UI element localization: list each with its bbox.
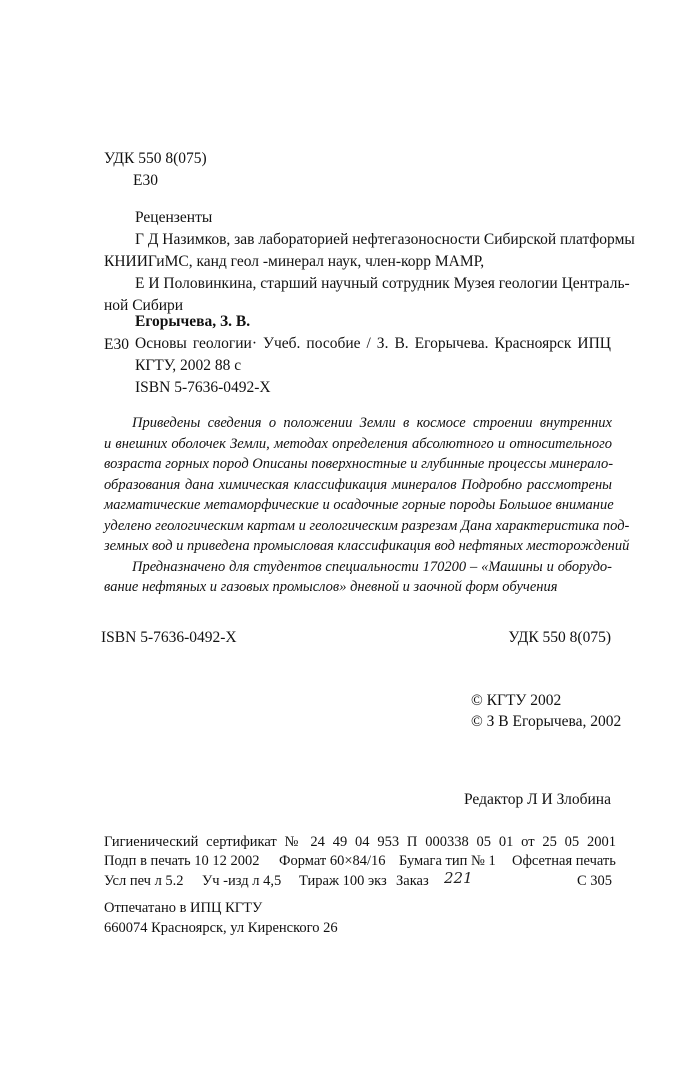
citation-isbn: ISBN 5-7636-0492-X	[135, 379, 271, 396]
reviewer-1-line-2: КНИИГиМС, канд геол -минерал наук, член-корр МАМР,	[104, 253, 485, 270]
citation-title: Основы геологии· Учеб. пособие / З. В. Егорычева. Красноярск ИПЦ	[135, 335, 611, 352]
imprint-row-2	[104, 871, 612, 891]
paper-type: Бумага тип № 1	[399, 853, 496, 869]
citation-publisher: КГТУ, 2002 88 с	[135, 357, 242, 374]
signed-to-print: Подп в печать 10 12 2002	[104, 853, 260, 869]
order-code: С 305	[576, 873, 612, 889]
citation-code: Е30	[104, 336, 129, 353]
abstract-line: возраста горных пород Описаны поверхностные и глубинные процессы минерало-	[104, 456, 614, 472]
print-method: Офсетная печать	[512, 853, 616, 869]
editor-credit: Редактор Л И Злобина	[464, 791, 611, 808]
abstract-line: Приведены сведения о положении Земли в космосе строении внутренних	[132, 415, 612, 431]
abstract-line: магматические метаморфические и осадочные горные породы Большое внимание	[104, 497, 614, 513]
abstract-line: земных вод и приведена промысловая классификация вод нефтяных месторождений	[104, 538, 630, 554]
print-run: Тираж 100 экз	[299, 873, 387, 889]
abstract	[104, 413, 630, 598]
copyright-publisher: © КГТУ 2002	[471, 692, 562, 709]
paper-format: Формат 60×84/16	[279, 853, 386, 869]
imprint-row-1	[104, 851, 616, 871]
udk-code: УДК 550 8(075)	[508, 629, 611, 646]
citation-author: Егорычева, З. В.	[135, 313, 251, 330]
printed-sheets: Усл печ л 5.2	[104, 873, 184, 889]
abstract-line: уделено геологическим картам и геологическим разрезам Дана характеристика под-	[104, 517, 630, 534]
reviewers-heading: Рецензенты	[135, 209, 213, 226]
reviewer-2-line-2: ной Сибири	[104, 297, 184, 314]
copyright-author: © З В Егорычева, 2002	[471, 713, 622, 730]
hygiene-certificate: Гигиенический сертификат № 24 49 04 953 П 000338 05 01 от 25 05 2001	[104, 834, 616, 850]
reviewer-2-line-1: Е И Половинкина, старший научный сотрудник Музея геологии Централь-	[135, 275, 630, 292]
abstract-line: и внешних оболочек Земли, методах определения абсолютного и относительного	[104, 435, 612, 452]
order-number-handwritten: 221	[444, 869, 473, 887]
printed-at: Отпечатано в ИПЦ КГТУ	[104, 900, 263, 916]
printer-address: 660074 Красноярск, ул Киренского 26	[104, 920, 338, 936]
publisher-sheets: Уч -изд л 4,5	[202, 873, 282, 889]
reviewer-1-line-1: Г Д Назимков, зав лабораторией нефтегазоносности Сибирской платформы	[135, 231, 635, 248]
order-label: Заказ	[396, 873, 429, 889]
classification-code: Е30	[133, 172, 158, 189]
abstract-line: вание нефтяных и газовых промыслов» дневной и заочной форм обучения	[104, 579, 558, 595]
udk-header: УДК 550 8(075)	[104, 150, 207, 167]
abstract-line: образования дана химическая классификация минералов Подробно рассмотрены	[104, 476, 612, 493]
isbn-code: ISBN 5-7636-0492-X	[101, 629, 237, 646]
abstract-line: Предназначено для студентов специальности 170200 – «Машины и оборудо-	[132, 558, 612, 575]
